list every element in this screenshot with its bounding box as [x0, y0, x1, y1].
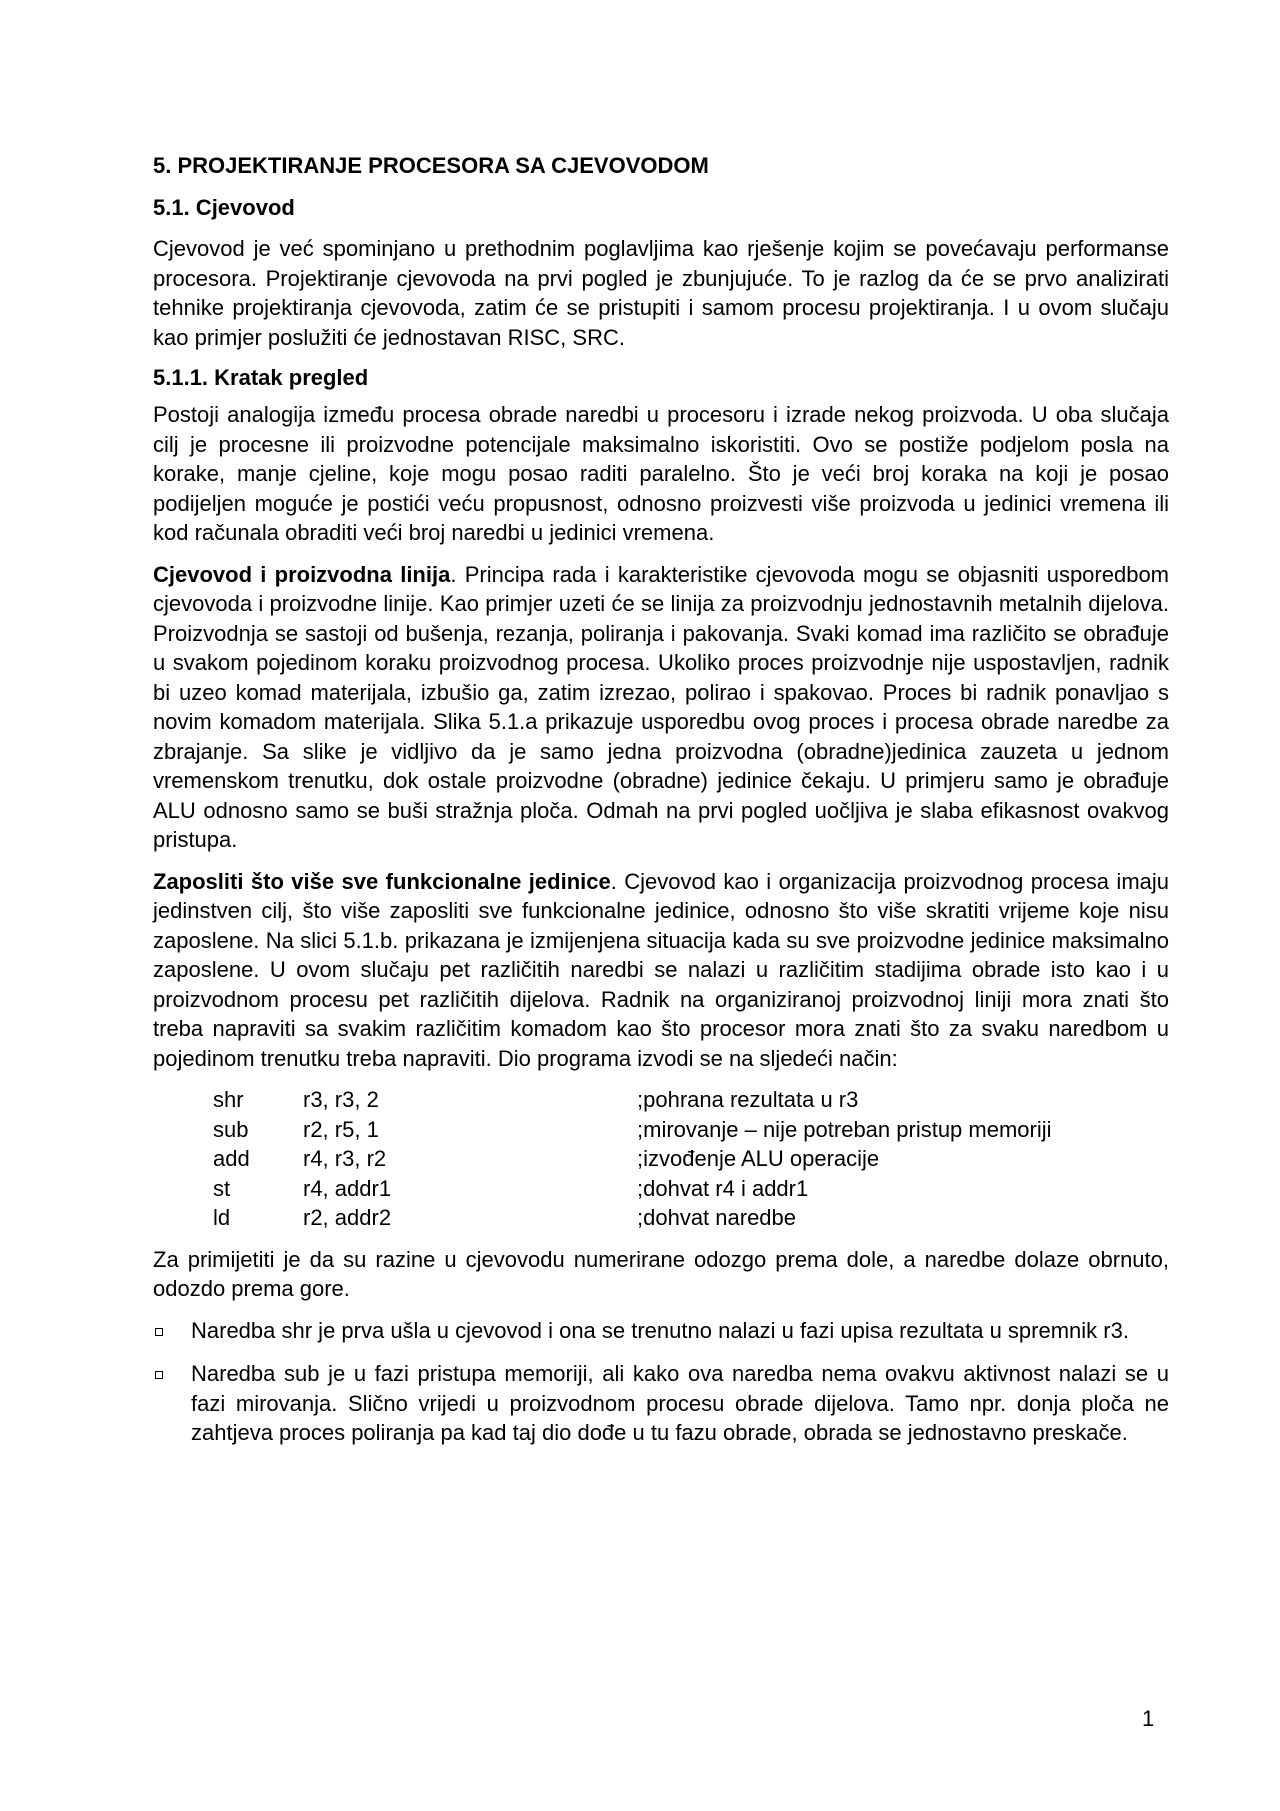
paragraph-lead: Cjevovod i proizvodna linija	[153, 561, 451, 587]
square-bullet-icon	[153, 1316, 191, 1346]
opcode: add	[213, 1146, 250, 1171]
code-comment: ;dohvat naredbe	[637, 1205, 797, 1230]
page-number: 1	[1142, 1706, 1155, 1731]
document-page	[153, 152, 1169, 1462]
bullet-text: Naredba sub je u fazi pristupa memoriji, ali kako ova naredba nema ovakvu aktivnost nalazi se u fazi mirovanja. Slično vrijedi u proizvodnom procesu obrade dijelova. Tamo npr. donja ploča ne zahtjeva proces poliranja pa kad taj dio dođe u tu fazu obrade, obrada se jednostavno preskače.	[191, 1361, 1169, 1445]
operands: r3, r3, 2	[303, 1087, 379, 1112]
opcode: shr	[213, 1087, 244, 1112]
paragraph-lead: Zaposliti što više sve funkcionalne jedinice	[153, 868, 611, 894]
opcode: ld	[213, 1205, 231, 1230]
code-comment: ;dohvat r4 i addr1	[637, 1175, 809, 1201]
code-line	[213, 1144, 1169, 1174]
subsection-heading: 5.1.1. Kratak pregled	[153, 365, 369, 390]
code-comment: ;mirovanje – nije potreban pristup memoriji	[637, 1116, 1052, 1142]
section-heading: 5.1. Cjevovod	[153, 195, 295, 220]
bullet-text: Naredba shr je prva ušla u cjevovod i ona se trenutno nalazi u fazi upisa rezultata u spremnik r3.	[191, 1317, 1129, 1343]
paragraph-note: Za primijetiti je da su razine u cjevovodu numerirane odozgo prema dole, a naredbe dolaze obrnuto, odozdo prema gore.	[153, 1246, 1169, 1301]
paragraph-analogy: Postoji analogija između procesa obrade naredbi u procesoru i izrade nekog proizvoda. U oba slučaja cilj je procesne ili proizvodne potencijale maksimalno iskoristiti. Ovo se postiže podjelom posla na korake, manje cjeline, koje mogu posao raditi paralelno. Što je veći broj koraka na koji je posao podijeljen moguće je postići veću propusnost, odnosno proizvesti više proizvoda u jedinici vremena ili kod računala obraditi veći broj naredbi u jedinici vremena.	[153, 402, 1169, 545]
code-comment: ;izvođenje ALU operacije	[637, 1146, 880, 1171]
operands: r4, addr1	[303, 1175, 392, 1201]
code-line	[213, 1174, 1169, 1204]
paragraph-body: . Cjevovod kao i organizacija proizvodnog procesa imaju jedinstven cilj, što više zaposliti sve funkcionalne jedinice, odnosno što više skratiti vrijeme koje nisu zaposlene. Na slici 5.1.b. prikazana je izmijenjena situacija kada su sve proizvodne jedinice maksimalno zaposlene. U ovom slučaju pet različitih naredbi se nalazi u različitim stadijima obrade isto kao i u proizvodnom procesu pet različitih dijelova. Radnik na organiziranoj proizvodnoj liniji mora znati što treba napraviti sa svakim različitim komadom kao što procesor mora znati što za svaku naredbom u pojedinom trenutku treba napraviti. Dio programa izvodi se na sljedeći način:	[153, 868, 1170, 1071]
code-line	[213, 1085, 1169, 1115]
operands: r4, r3, r2	[303, 1146, 387, 1171]
operands: r2, addr2	[303, 1205, 392, 1230]
code-line	[213, 1203, 1169, 1233]
operands: r2, r5, 1	[303, 1116, 379, 1142]
bullet-item	[153, 1359, 1169, 1448]
code-listing	[213, 1085, 1169, 1233]
paragraph-functional-units	[153, 867, 1169, 1074]
code-line	[213, 1115, 1169, 1145]
bullet-item	[153, 1316, 1169, 1346]
intro-paragraph: Cjevovod je već spominjano u prethodnim poglavljima kao rješenje kojim se povećavaju performanse procesora. Projektiranje cjevovoda na prvi pogled je zbunjujuće. To je razlog da će se prvo analizirati tehnike projektiranja cjevovoda, zatim će se pristupiti i samom procesu projektiranja. I u ovom slučaju kao primjer poslužiti će jednostavan RISC, SRC.	[153, 236, 1169, 350]
opcode: sub	[213, 1116, 249, 1142]
square-bullet-icon	[153, 1359, 191, 1448]
paragraph-production-line	[153, 560, 1169, 855]
code-comment: ;pohrana rezultata u r3	[637, 1087, 859, 1112]
paragraph-body: . Principa rada i karakteristike cjevovoda mogu se objasniti usporedbom cjevovoda i proizvodne linije. Kao primjer uzeti će se linija za proizvodnju jednostavnih metalnih dijelova. Proizvodnja se sastoji od bušenja, rezanja, poliranja i pakovanja. Svaki komad ima različito se obrađuje u svakom pojedinom koraku proizvodnog procesa. Ukoliko proces proizvodnje nije uspostavljen, radnik bi uzeo komad materijala, izbušio ga, zatim izrezao, polirao i spakovao. Proces bi radnik ponavljao s novim komadom materijala. Slika 5.1.a prikazuje usporedbu ovog proces i procesa obrade naredbe za zbrajanje. Sa slike je vidljivo da je samo jedna proizvodna (obradne)jedinica zauzeta u jednom vremenskom trenutku, dok ostale proizvodne (obradne) jedinice čekaju. U primjeru samo je obrađuje ALU odnosno samo se buši stražnja ploča. Odmah na prvi pogled uočljiva je slaba efikasnost ovakvog pristupa.	[153, 561, 1170, 852]
chapter-heading: 5. PROJEKTIRANJE PROCESORA SA CJEVOVODOM	[153, 153, 709, 178]
opcode: st	[213, 1175, 231, 1201]
